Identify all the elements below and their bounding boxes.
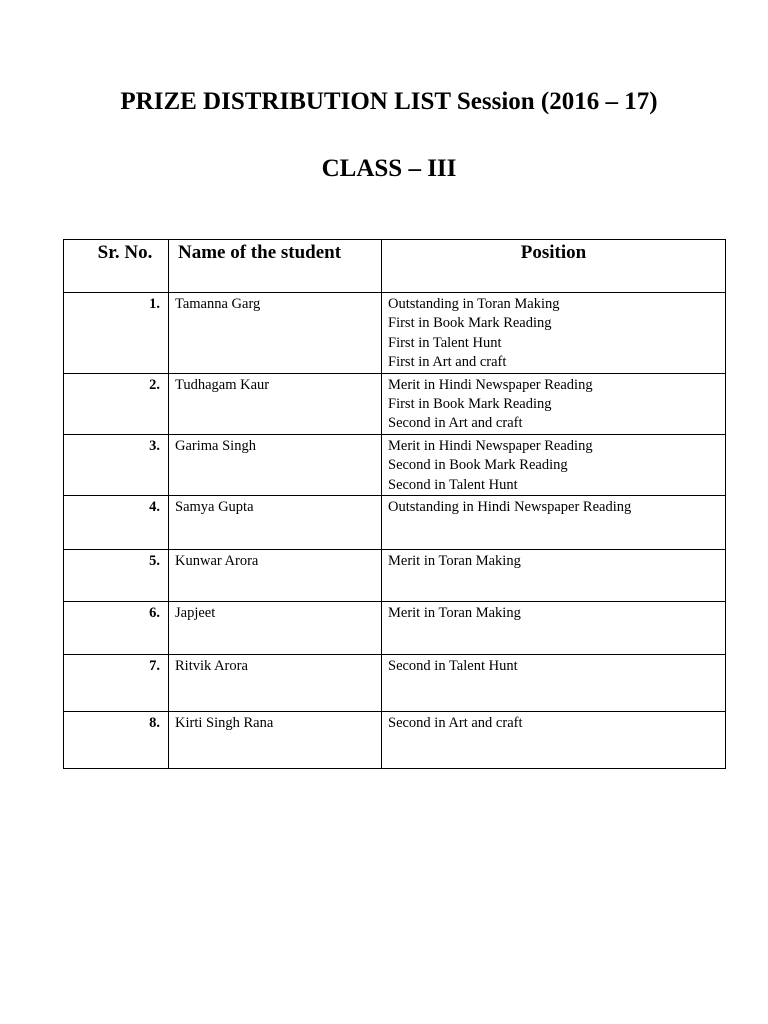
cell-sr-no: 5. — [64, 550, 169, 602]
table-header-row — [64, 240, 726, 293]
cell-sr-no: 2. — [64, 373, 169, 434]
position-line: Second in Talent Hunt — [388, 476, 518, 493]
position-line: Second in Book Mark Reading — [388, 457, 568, 474]
cell-position — [382, 550, 726, 602]
cell-sr-no: 1. — [64, 293, 169, 374]
table-row — [64, 293, 726, 374]
table-row — [64, 712, 726, 769]
cell-sr-no: 3. — [64, 434, 169, 495]
cell-position — [382, 602, 726, 655]
position-line: First in Book Mark Reading — [388, 315, 552, 332]
table-row — [64, 602, 726, 655]
position-line: First in Art and craft — [388, 354, 507, 371]
table-row — [64, 550, 726, 602]
table-row — [64, 496, 726, 550]
table-row — [64, 373, 726, 434]
cell-sr-no: 6. — [64, 602, 169, 655]
cell-position — [382, 434, 726, 495]
position-line: Second in Art and craft — [388, 415, 523, 432]
cell-sr-no: 8. — [64, 712, 169, 769]
table-body — [64, 293, 726, 769]
cell-position — [382, 496, 726, 550]
header-student-name: Name of the student — [169, 240, 382, 293]
cell-student-name: Kunwar Arora — [169, 550, 382, 602]
position-line: Second in Talent Hunt — [388, 658, 518, 675]
table-row — [64, 434, 726, 495]
position-line: Merit in Hindi Newspaper Reading — [388, 437, 593, 454]
cell-student-name: Kirti Singh Rana — [169, 712, 382, 769]
cell-position — [382, 373, 726, 434]
cell-position — [382, 712, 726, 769]
position-line: First in Talent Hunt — [388, 334, 502, 351]
prize-table — [63, 239, 726, 769]
cell-student-name: Japjeet — [169, 602, 382, 655]
header-position: Position — [382, 240, 726, 293]
cell-sr-no: 7. — [64, 655, 169, 712]
page-title: PRIZE DISTRIBUTION LIST Session (2016 – 17) — [120, 88, 658, 115]
cell-position — [382, 293, 726, 374]
position-line: Second in Art and craft — [388, 715, 523, 732]
position-line: First in Book Mark Reading — [388, 396, 552, 413]
cell-student-name: Tamanna Garg — [169, 293, 382, 374]
position-line: Merit in Toran Making — [388, 553, 521, 570]
position-line: Outstanding in Hindi Newspaper Reading — [388, 499, 632, 516]
position-line: Merit in Toran Making — [388, 605, 521, 622]
table-row — [64, 655, 726, 712]
position-line: Merit in Hindi Newspaper Reading — [388, 376, 593, 393]
cell-sr-no: 4. — [64, 496, 169, 550]
cell-student-name: Garima Singh — [169, 434, 382, 495]
header-sr-no: Sr. No. — [64, 240, 169, 293]
position-line: Outstanding in Toran Making — [388, 296, 560, 312]
cell-position — [382, 655, 726, 712]
cell-student-name: Samya Gupta — [169, 496, 382, 550]
cell-student-name: Ritvik Arora — [169, 655, 382, 712]
class-heading: CLASS – III — [321, 155, 457, 182]
cell-student-name: Tudhagam Kaur — [169, 373, 382, 434]
